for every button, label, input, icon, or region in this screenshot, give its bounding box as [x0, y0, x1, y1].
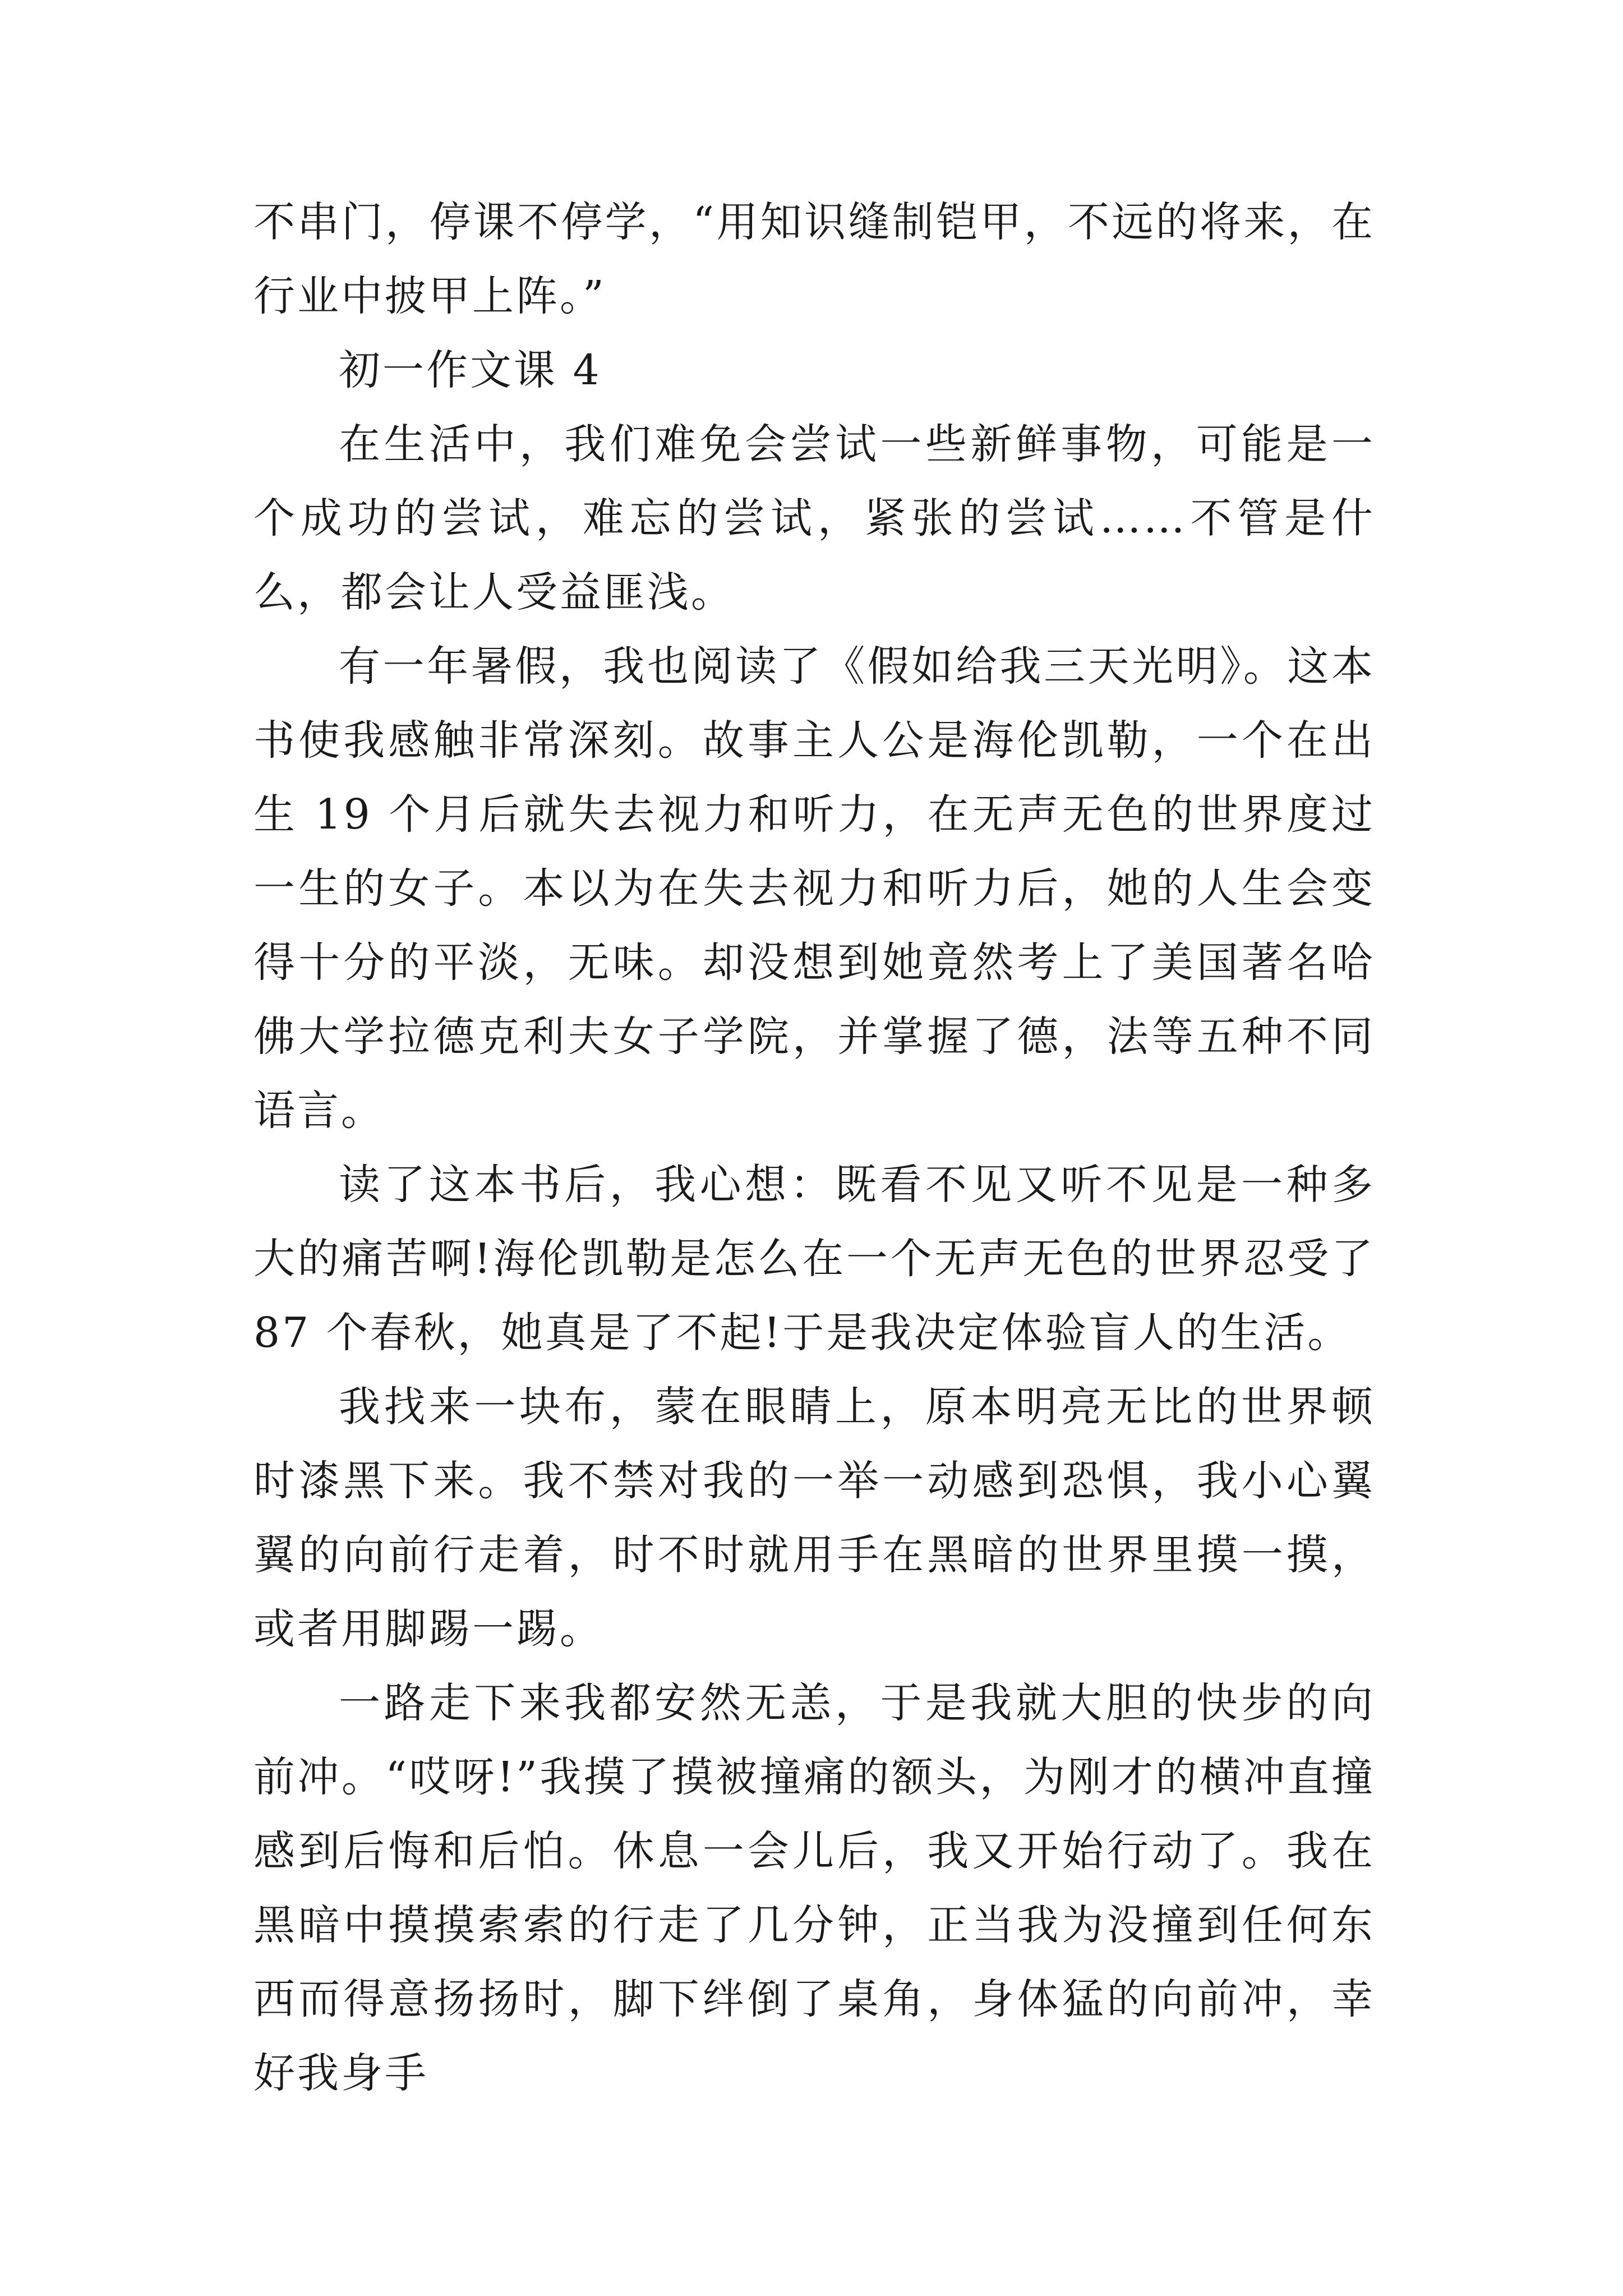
paragraph: 一路走下来我都安然无恙，于是我就大胆的快步的向前冲。“哎呀!”我摸了摸被撞痛的额头，为刚才的横冲直撞感到后悔和后怕。休息一会儿后，我又开始行动了。我在黑暗中摸摸索索的行走了几分钟，正当我为没撞到任何东西而得意扬扬时，脚下绊倒了桌角，身体猛的向前冲，幸好我身手 [253, 1679, 1375, 2097]
section-title: 初一作文课 4 [339, 346, 602, 394]
document-body [253, 185, 1375, 2110]
paragraph: 读了这本书后，我心想：既看不见又听不见是一种多大的痛苦啊!海伦凯勒是怎么在一个无声无色的世界忍受了 87 个春秋，她真是了不起!于是我决定体验盲人的生活。 [253, 1161, 1375, 1357]
paragraph: 有一年暑假，我也阅读了《假如给我三天光明》。这本书使我感触非常深刻。故事主人公是海伦凯勒，一个在出生 19 个月后就失去视力和听力，在无声无色的世界度过一生的女子。本以为在失去视力和听力后，她的人生会变得十分的平淡，无味。却没想到她竟然考上了美国著名哈佛大学拉德克利夫女子学院，并掌握了德，法等五种不同语言。 [253, 642, 1375, 1135]
paragraph: 在生活中，我们难免会尝试一些新鲜事物，可能是一个成功的尝试，难忘的尝试，紧张的尝试……不管是什么，都会让人受益匪浅。 [253, 420, 1375, 616]
continuation-paragraph: 不串门，停课不停学，“用知识缝制铠甲，不远的将来，在行业中披甲上阵。” [253, 198, 1375, 320]
paragraph: 我找来一块布，蒙在眼睛上，原本明亮无比的世界顿时漆黑下来。我不禁对我的一举一动感到恐惧，我小心翼翼的向前行走着，时不时就用手在黑暗的世界里摸一摸，或者用脚踢一踢。 [253, 1383, 1375, 1653]
